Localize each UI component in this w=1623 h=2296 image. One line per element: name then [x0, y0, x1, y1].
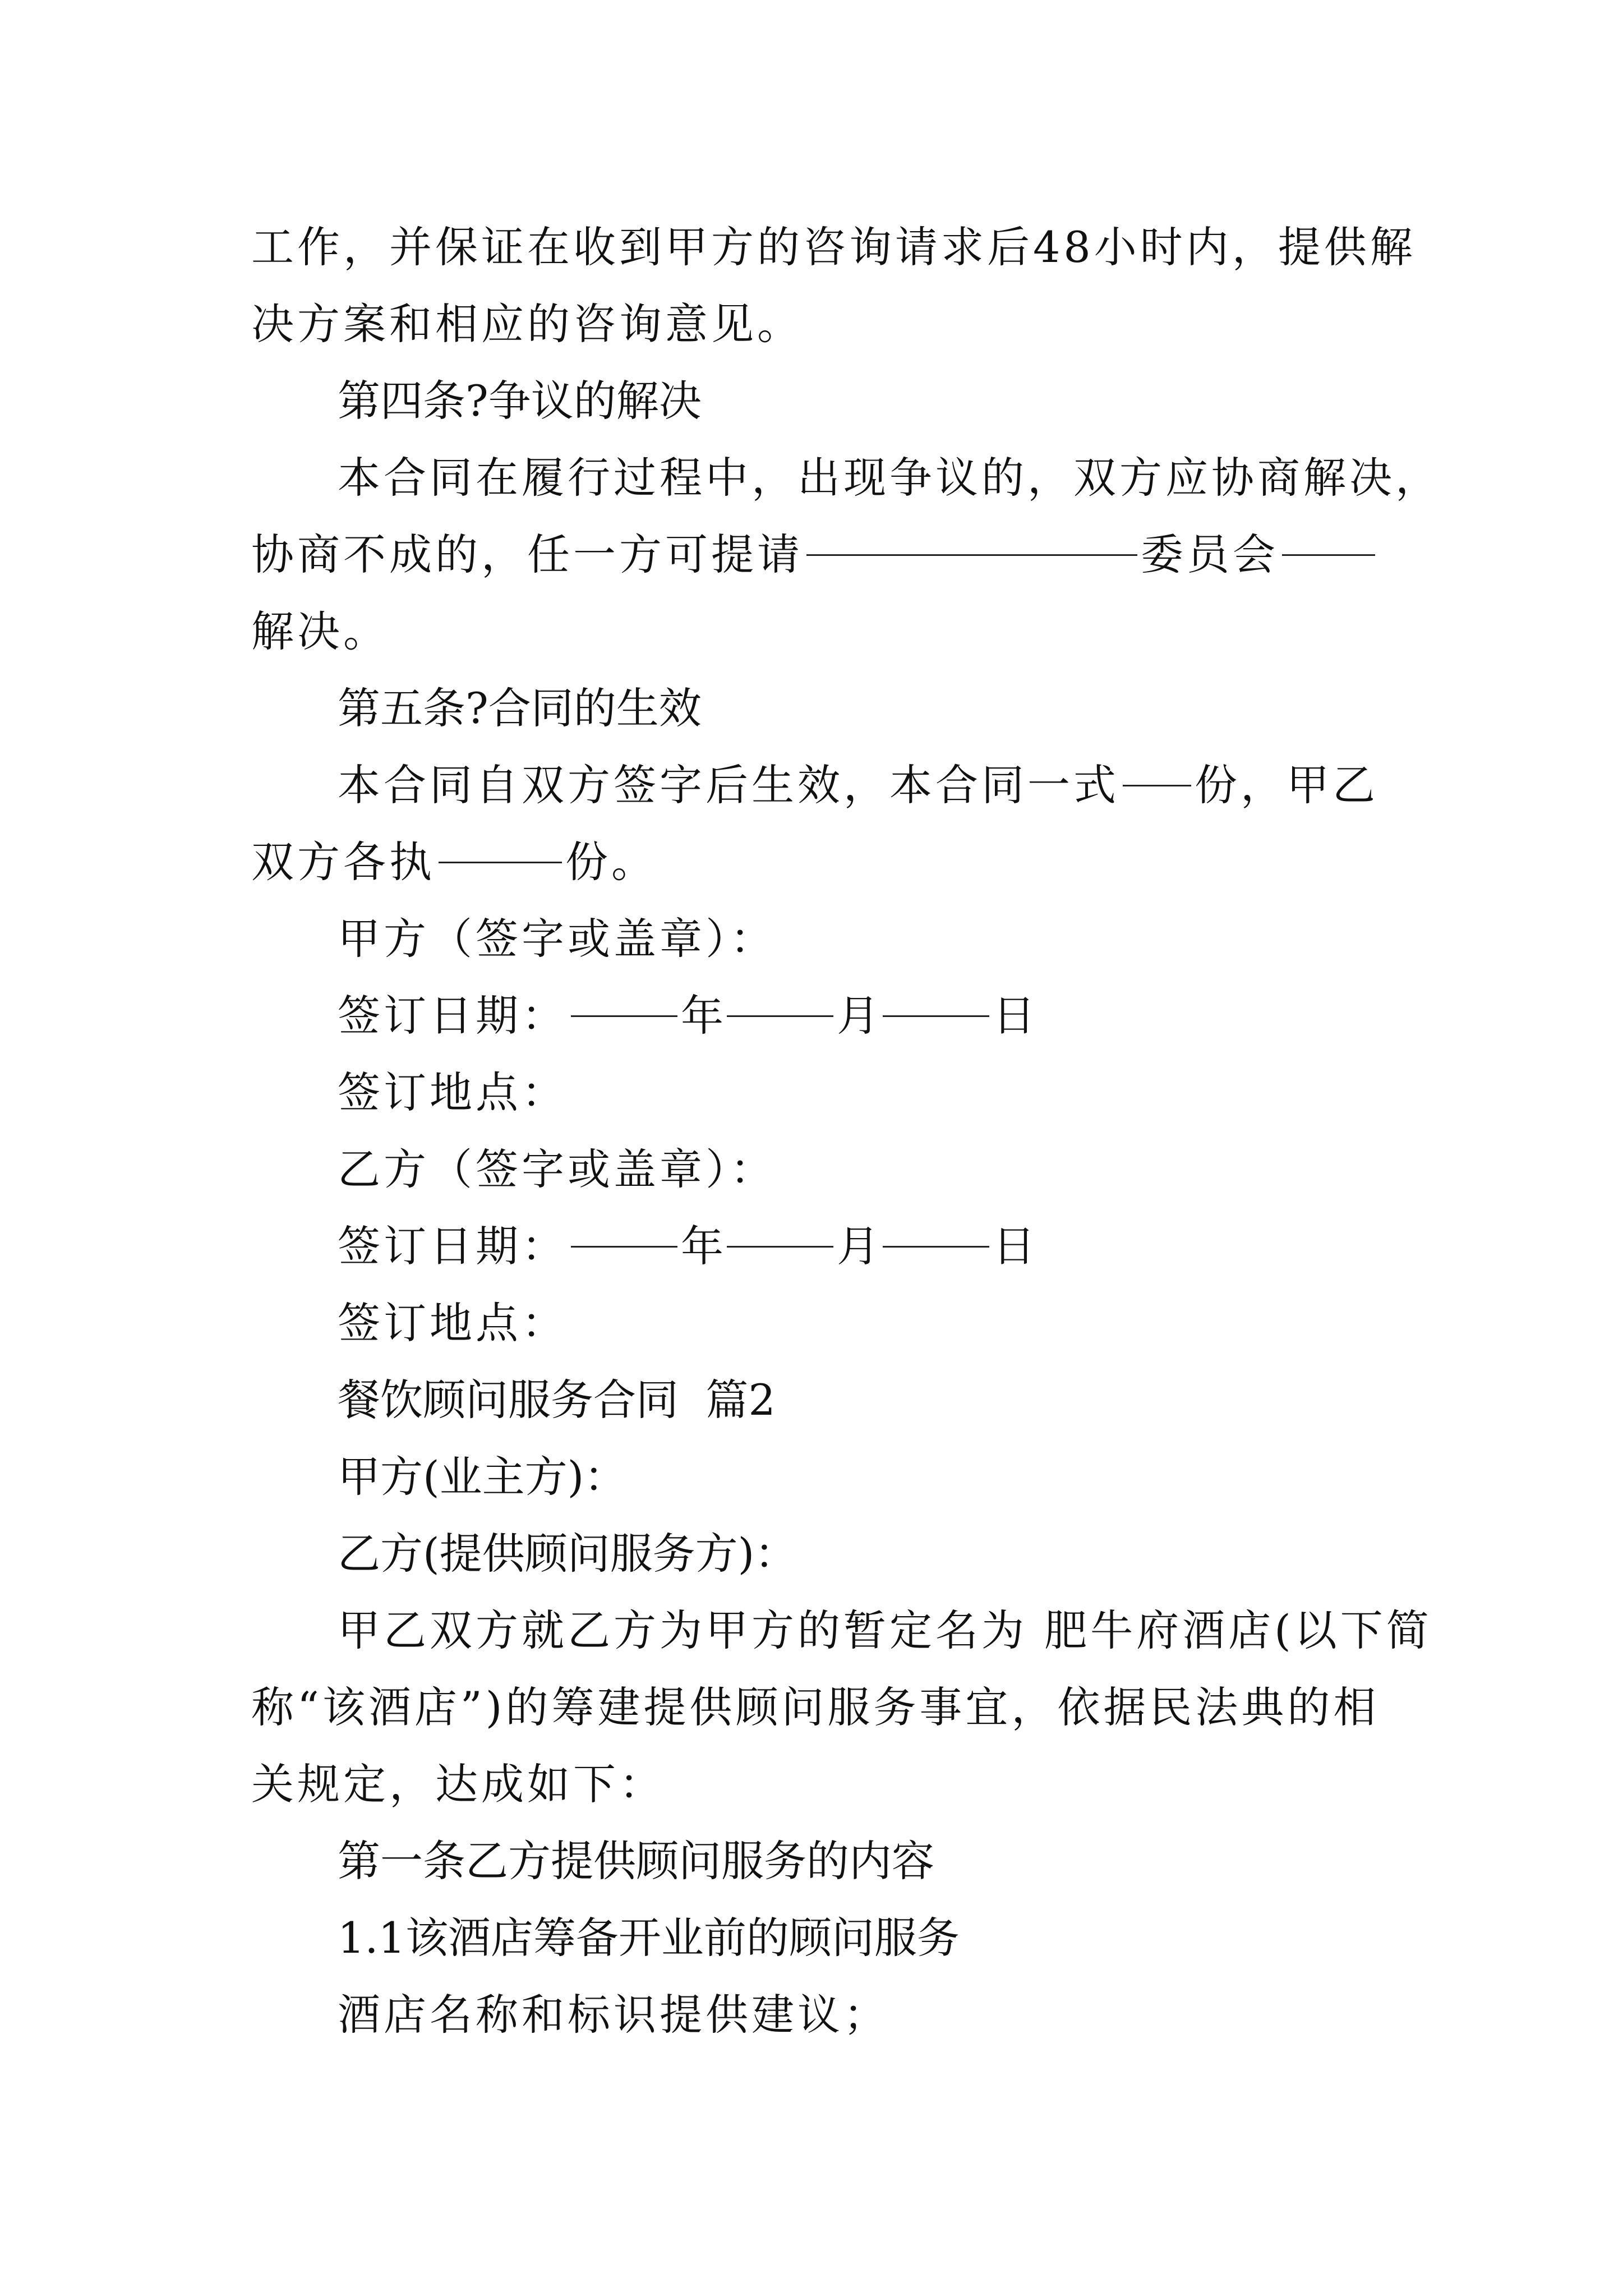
line-text: 工作，并保证在收到甲方的咨询请求后48小时内，提供解 [251, 222, 1416, 272]
year-blank[interactable] [571, 977, 677, 1017]
line-text: 餐饮顾问服务合同 篇2 [338, 1375, 776, 1425]
line-text: 签订地点： [338, 1298, 568, 1348]
signing-place-b [251, 1285, 1378, 1361]
line-text: 决方案和相应的咨询意见。 [251, 299, 803, 349]
paragraph-line [251, 1438, 1378, 1515]
paragraph-line [251, 593, 1378, 670]
month-blank[interactable] [727, 977, 833, 1017]
line-text: 乙方（签字或盖章）： [338, 1144, 776, 1194]
month-blank[interactable] [727, 1208, 833, 1248]
line-text: 协商不成的，任一方可提请 [251, 530, 803, 579]
day-blank[interactable] [883, 1208, 989, 1248]
paragraph-line [251, 516, 1378, 593]
line-text: 第一条乙方提供顾问服务的内容 [338, 1836, 934, 1886]
line-text: 解决。 [251, 606, 389, 656]
day-label: 日 [993, 991, 1035, 1041]
date-label: 签订日期： [338, 991, 568, 1041]
year-label: 年 [681, 991, 723, 1041]
paragraph-line [251, 823, 1378, 900]
line-text: 第五条?合同的生效 [338, 683, 702, 733]
day-label: 日 [993, 1221, 1035, 1271]
month-label: 月 [837, 991, 879, 1041]
paragraph-line [251, 286, 1378, 362]
line-text: 关规定，达成如下： [251, 1759, 665, 1809]
section-title [251, 1361, 1378, 1438]
line-text: 份。 [565, 837, 657, 887]
paragraph-line [251, 1976, 1378, 2053]
day-blank[interactable] [883, 977, 989, 1017]
line-text: 甲方(业主方)： [338, 1452, 627, 1502]
article-heading [251, 670, 1378, 747]
article-heading [251, 1823, 1378, 1899]
signing-date-a [251, 977, 1378, 1054]
fill-blank[interactable] [439, 823, 562, 863]
line-text: 1.1该酒店筹备开业前的顾问服务 [338, 1913, 960, 1963]
fill-blank[interactable] [806, 516, 1137, 556]
article-heading [251, 362, 1378, 439]
year-label: 年 [681, 1221, 723, 1271]
paragraph-line [251, 1899, 1378, 1976]
signature-party-a [251, 900, 1378, 977]
fill-blank[interactable] [1282, 516, 1375, 556]
date-label: 签订日期： [338, 1221, 568, 1271]
line-text: 乙方(提供顾问服务方)： [338, 1529, 797, 1579]
line-text: 委员会 [1141, 530, 1279, 579]
paragraph-line [251, 439, 1441, 516]
signing-date-b [251, 1208, 1378, 1285]
line-text: 本合同在履行过程中，出现争议的，双方应协商解决， [338, 453, 1441, 503]
signing-place-a [251, 1054, 1378, 1131]
month-label: 月 [837, 1221, 879, 1271]
line-text: 称“该酒店”)的筹建提供顾问服务事宜，依据民法典的相 [251, 1682, 1380, 1732]
paragraph-line [251, 1746, 1378, 1823]
paragraph-line [251, 1592, 1432, 1669]
line-text: 份，甲乙 [1195, 760, 1378, 810]
signature-party-b [251, 1131, 1378, 1208]
line-text: 酒店名称和标识提供建议； [338, 1990, 889, 2040]
line-text: 甲乙双方就乙方为甲方的暂定名为 肥牛府酒店(以下简 [338, 1605, 1432, 1655]
line-text: 签订地点： [338, 1068, 568, 1117]
line-text: 本合同自双方签字后生效，本合同一式 [338, 760, 1119, 810]
paragraph-line [251, 747, 1378, 823]
line-text: 第四条?争议的解决 [338, 376, 702, 426]
document-body [251, 209, 1441, 2053]
year-blank[interactable] [571, 1208, 677, 1248]
paragraph-line [251, 209, 1416, 286]
fill-blank[interactable] [1123, 747, 1191, 786]
line-text: 双方各执 [251, 837, 435, 887]
paragraph-line [251, 1669, 1378, 1746]
paragraph-line [251, 1515, 1378, 1592]
line-text: 甲方（签字或盖章）： [338, 914, 776, 964]
